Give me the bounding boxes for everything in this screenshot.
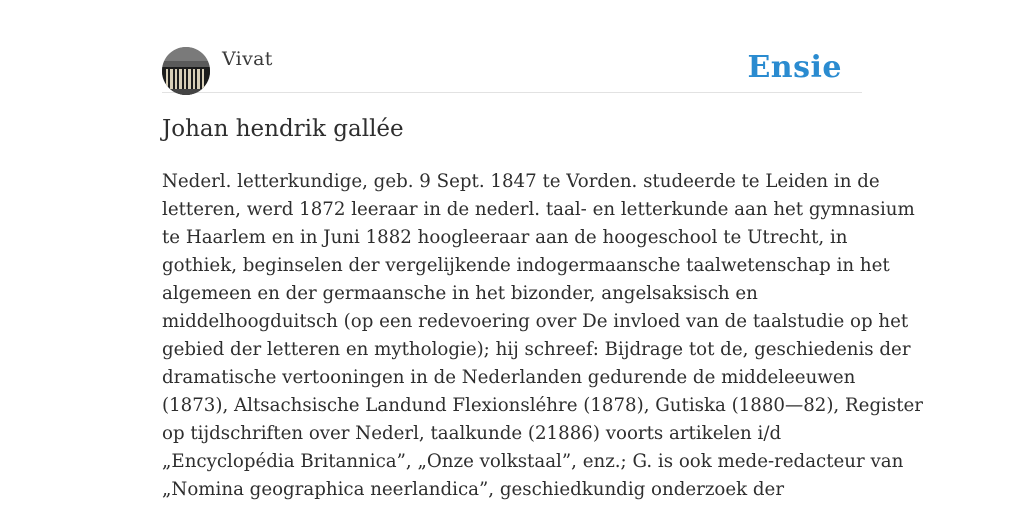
article-body <box>162 168 924 504</box>
body-line: (1873), Altsachsische Landund Flexionsléhre (1878), Gutiska (1880—82), Register <box>162 395 924 416</box>
books-image <box>162 47 210 95</box>
site-header <box>162 46 862 93</box>
brand-logo[interactable]: Ensie <box>747 50 842 85</box>
body-line: te Haarlem en in Juni 1882 hoogleeraar aan de hoogeschool te Utrecht, in <box>162 227 848 248</box>
site-avatar[interactable] <box>162 47 210 95</box>
site-name-link[interactable]: Vivat <box>222 48 273 70</box>
body-line: gebied der letteren en mythologie); hij schreef: Bijdrage tot de, geschiedenis der <box>162 339 911 360</box>
body-line: letteren, werd 1872 leeraar in de nederl. taal- en letterkunde aan het gymnasium <box>162 199 915 220</box>
body-line: „Encyclopédia Britannica”, „Onze volkstaal”, enz.; G. is ook mede-redacteur van <box>162 451 904 472</box>
body-line: middelhoogduitsch (op een redevoering over De invloed van de taalstudie op het <box>162 311 909 332</box>
body-line: gothiek, beginselen der vergelijkende indogermaansche taalwetenschap in het <box>162 255 890 276</box>
body-line: Nederl. letterkundige, geb. 9 Sept. 1847 te Vorden. studeerde te Leiden in de <box>162 171 880 192</box>
body-line: op tijdschriften over Nederl, taalkunde (21886) voorts artikelen i/d <box>162 423 782 444</box>
article-title: Johan hendrik gallée <box>162 116 404 142</box>
body-line: „Nomina geographica neerlandica”, geschiedkundig onderzoek der <box>162 479 785 500</box>
body-line: algemeen en der germaansche in het bizonder, angelsaksisch en <box>162 283 758 304</box>
body-line: dramatische vertooningen in de Nederlanden gedurende de middeleeuwen <box>162 367 856 388</box>
